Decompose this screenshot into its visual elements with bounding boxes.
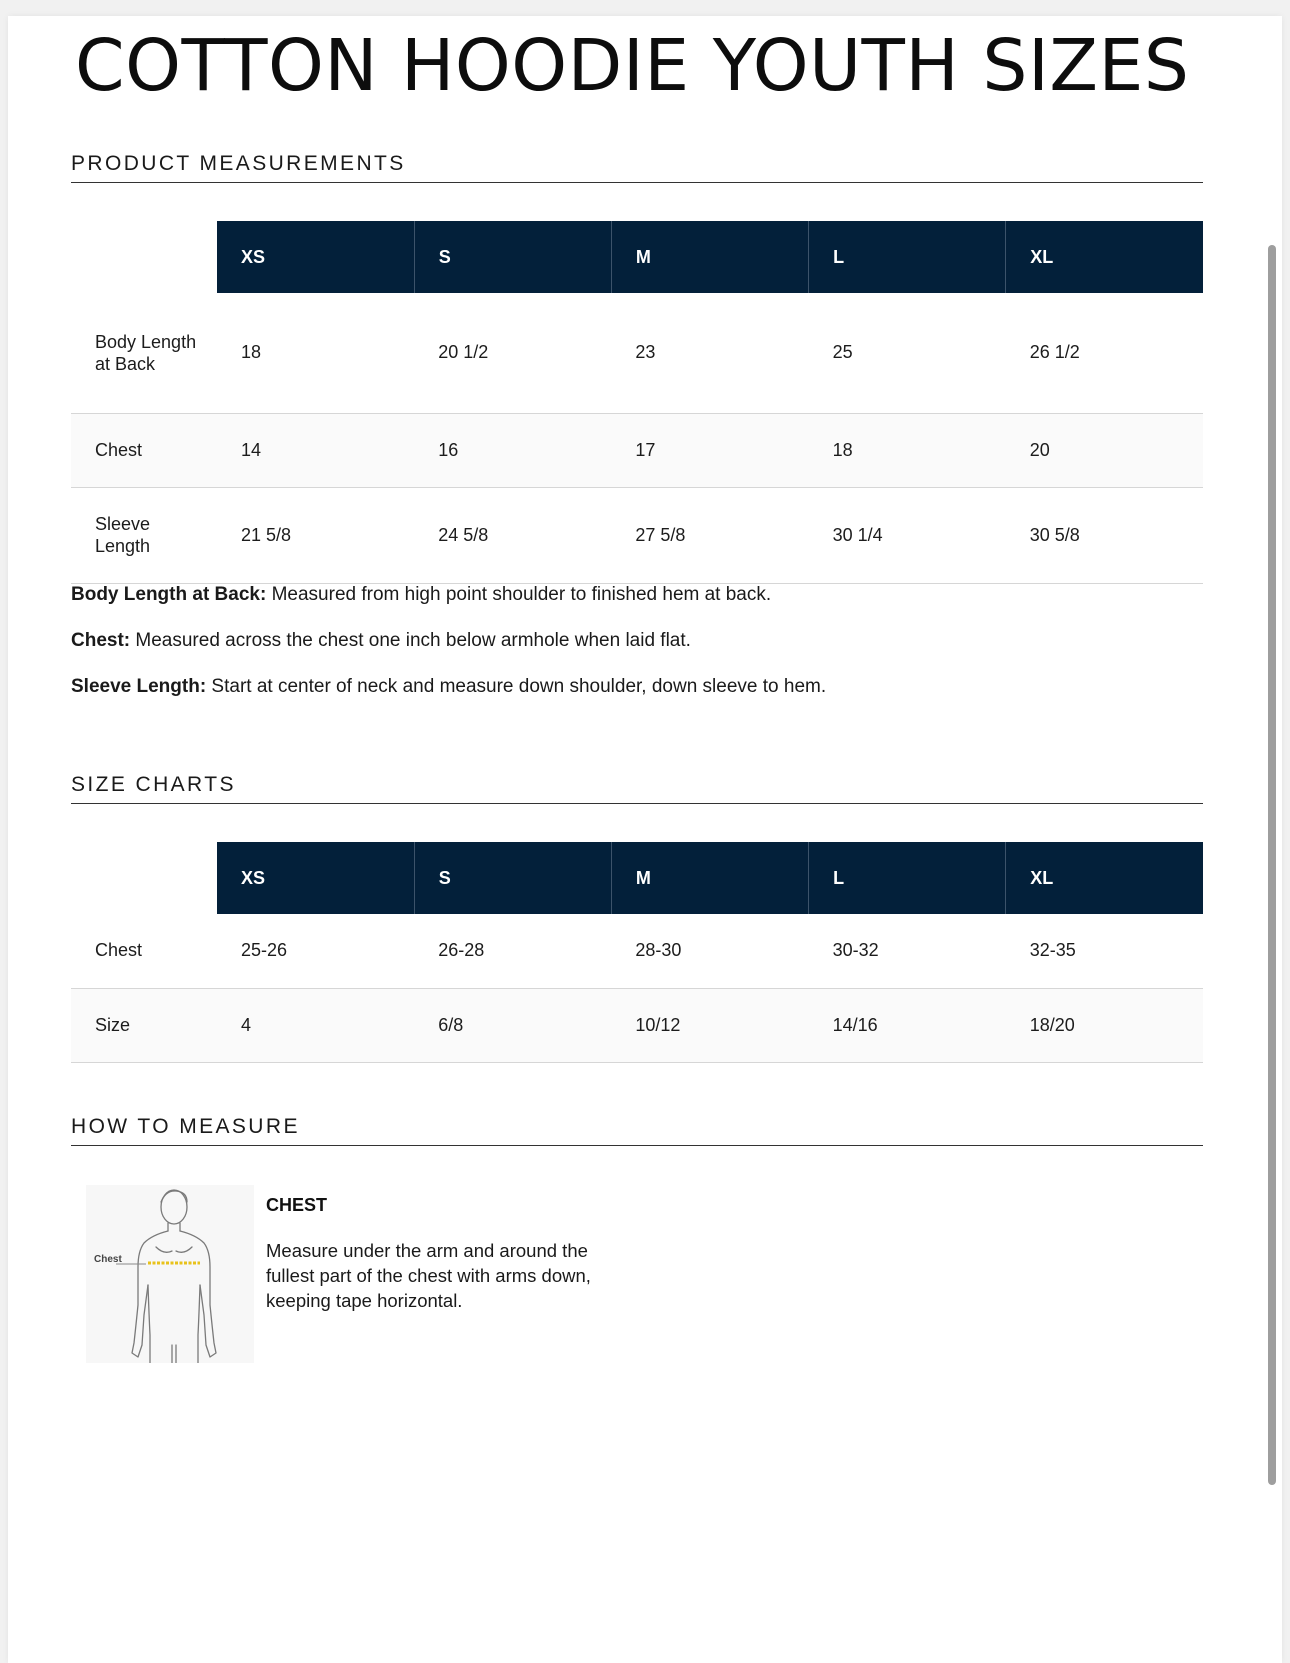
product-measurements-table [71,221,1203,584]
section-heading-product-measurements: PRODUCT MEASUREMENTS [71,152,1203,183]
table-row [71,413,1203,487]
row-label: Chest [71,413,217,487]
definition-text: Measured from high point shoulder to finished hem at back. [266,584,772,605]
table-cell: 18/20 [1006,988,1203,1062]
row-label: Size [71,988,217,1062]
definition-term: Chest: [71,630,131,651]
size-header: XL [1006,842,1203,914]
table-cell: 25 [809,293,1006,413]
measure-instructions: Measure under the arm and around the fullest part of the chest with arms down, keeping tape horizontal. [266,1240,591,1311]
definition-sleeve-length [71,675,1203,698]
table-cell: 26-28 [414,914,611,988]
table-cell: 27 5/8 [611,487,808,583]
size-header: L [809,842,1006,914]
row-label: Sleeve Length [71,487,217,583]
section-heading-size-charts: SIZE CHARTS [71,773,1203,804]
chest-measurement-figure [86,1185,254,1363]
table-cell: 20 1/2 [414,293,611,413]
table-cell: 17 [611,413,808,487]
definition-text: Measured across the chest one inch below armhole when laid flat. [130,630,691,651]
table-header-row [71,221,1203,293]
body-outline-icon [86,1185,254,1363]
table-cell: 14/16 [809,988,1006,1062]
table-cell: 18 [217,293,414,413]
table-cell: 30-32 [809,914,1006,988]
definition-chest [71,629,1203,652]
size-chart-table [71,842,1203,1063]
definition-term: Body Length at Back: [71,584,267,605]
table-cell: 6/8 [414,988,611,1062]
row-label: Body Length at Back [71,293,217,413]
table-row [71,988,1203,1062]
table-row [71,487,1203,583]
table-cell: 18 [809,413,1006,487]
table-cell: 23 [611,293,808,413]
table-header-row [71,842,1203,914]
size-header: S [414,221,611,293]
table-cell: 28-30 [611,914,808,988]
size-header: XS [217,842,414,914]
definition-body-length [71,583,1203,606]
size-header: M [611,842,808,914]
measure-title: CHEST [266,1195,328,1215]
size-header: L [809,221,1006,293]
table-cell: 21 5/8 [217,487,414,583]
size-header: XL [1006,221,1203,293]
table-cell: 32-35 [1006,914,1203,988]
table-cell: 30 5/8 [1006,487,1203,583]
table-cell: 14 [217,413,414,487]
table-cell: 25-26 [217,914,414,988]
table-header-blank [71,221,217,293]
size-header: XS [217,221,414,293]
table-cell: 24 5/8 [414,487,611,583]
table-cell: 20 [1006,413,1203,487]
measurement-definitions [71,583,1203,721]
table-cell: 4 [217,988,414,1062]
table-row [71,914,1203,988]
table-header-blank [71,842,217,914]
table-cell: 10/12 [611,988,808,1062]
size-header: M [611,221,808,293]
page-title: COTTON HOODIE YOUTH SIZES [75,24,1190,107]
definition-text: Start at center of neck and measure down shoulder, down sleeve to hem. [206,676,827,697]
size-header: S [414,842,611,914]
row-label: Chest [71,914,217,988]
table-row [71,293,1203,413]
table-cell: 26 1/2 [1006,293,1203,413]
table-cell: 16 [414,413,611,487]
definition-term: Sleeve Length: [71,676,207,697]
table-cell: 30 1/4 [809,487,1006,583]
section-heading-how-to-measure: HOW TO MEASURE [71,1115,1203,1146]
figure-label: Chest [94,1254,122,1265]
vertical-scrollbar[interactable] [1268,245,1276,1485]
